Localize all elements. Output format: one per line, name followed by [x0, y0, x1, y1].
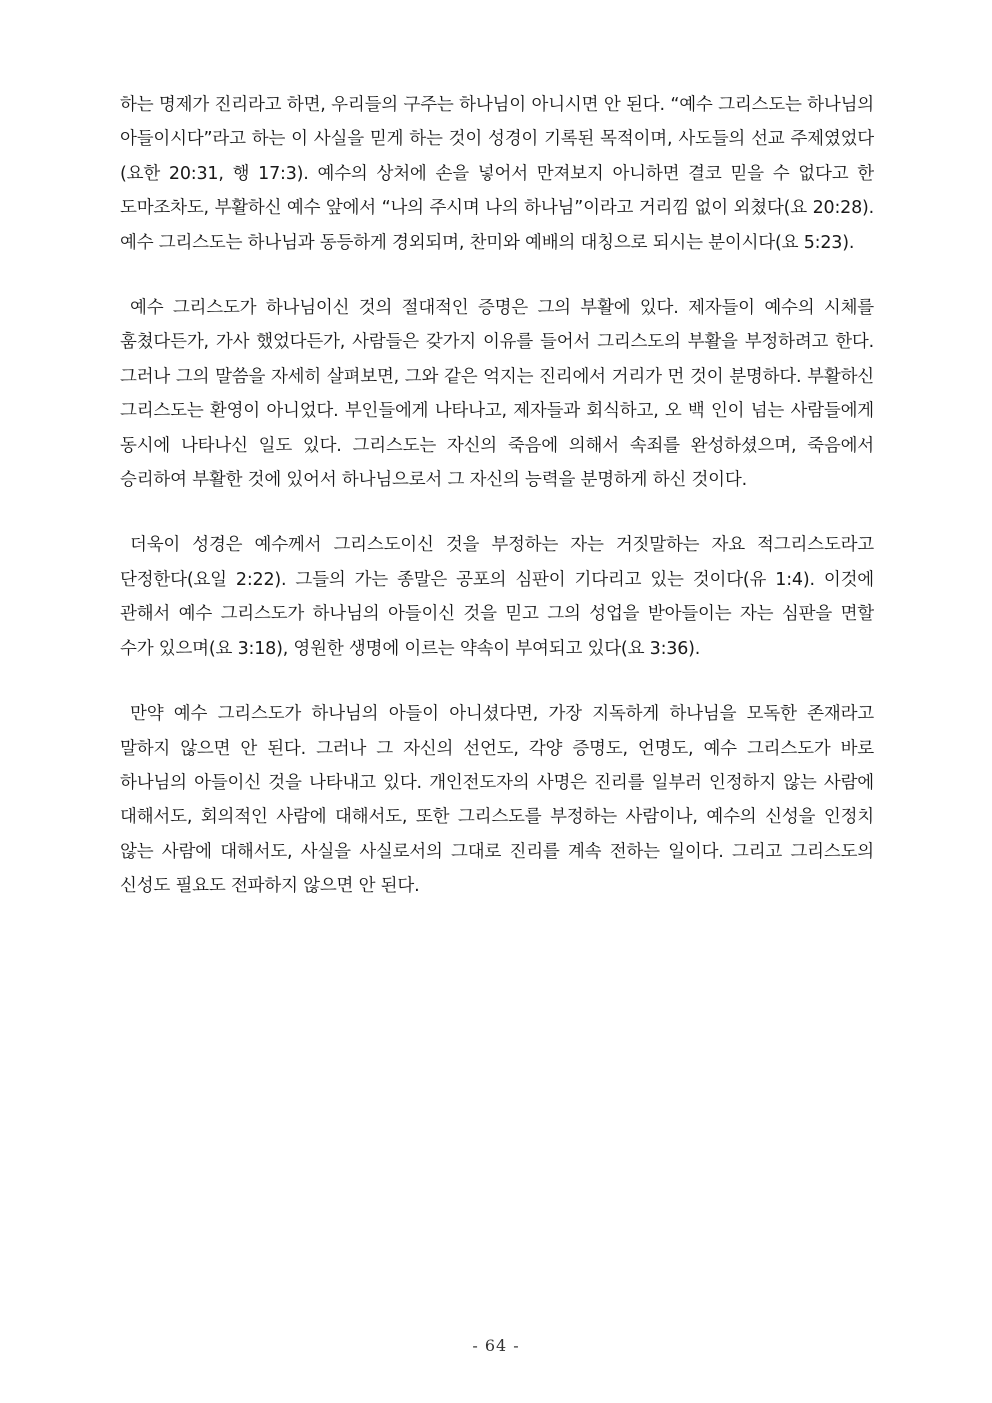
paragraph-2: 예수 그리스도가 하나님이신 것의 절대적인 증명은 그의 부활에 있다. 제자들이 예수의 시체를 훔쳤다든가, 가사 했었다든가, 사람들은 갖가지 이유를 들어서 그리스도의 부활을 부정하려고 한다. 그러나 그의 말씀을 자세히 살펴보면, 그와 같은 억지는 진리에서 거리가 먼 것이 분명하다. 부활하신 그리스도는 환영이 아니었다. 부인들에게 나타나고, 제자들과 회식하고, 오 백 인이 넘는 사람들에게 동시에 나타나신 일도 있다. 그리스도는 자신의 죽음에 의해서 속죄를 완성하셨으며, 죽음에서 승리하여 부활한 것에 있어서 하나님으로서 그 자신의 능력을 분명하게 하신 것이다. [120, 298, 874, 491]
paragraph-1: 하는 명제가 진리라고 하면, 우리들의 구주는 하나님이 아니시면 안 된다. “예수 그리스도는 하나님의 아들이시다”라고 하는 이 사실을 믿게 하는 것이 성경이 기록된 목적이며, 사도들의 선교 주제였었다(요한 20:31, 행 17:3). 예수의 상처에 손을 넣어서 만져보지 아니하면 결코 믿을 수 없다고 한 도마조차도, 부활하신 예수 앞에서 “나의 주시며 나의 하나님”이라고 거리낌 없이 외쳤다(요 20:28). 예수 그리스도는 하나님과 동등하게 경외되며, 찬미와 예배의 대칭으로 되시는 분이시다(요 5:23). [120, 95, 874, 253]
paragraph-4: 만약 예수 그리스도가 하나님의 아들이 아니셨다면, 가장 지독하게 하나님을 모독한 존재라고 말하지 않으면 안 된다. 그러나 그 자신의 선언도, 각양 증명도, 언명도, 예수 그리스도가 바로 하나님의 아들이신 것을 나타내고 있다. 개인전도자의 사명은 진리를 일부러 인정하지 않는 사람에 대해서도, 회의적인 사람에 대해서도, 또한 그리스도를 부정하는 사람이나, 예수의 신성을 인정치 않는 사람에 대해서도, 사실을 사실로서의 그대로 진리를 계속 전하는 일이다. 그리고 그리스도의 신성도 필요도 전파하지 않으면 안 된다. [120, 704, 874, 897]
paragraph-3: 더욱이 성경은 예수께서 그리스도이신 것을 부정하는 자는 거짓말하는 자요 적그리스도라고 단정한다(요일 2:22). 그들의 가는 종말은 공포의 심판이 기다리고 있는 것이다(유 1:4). 이것에 관해서 예수 그리스도가 하나님의 아들이신 것을 믿고 그의 성업을 받아들이는 자는 심판을 면할 수가 있으며(요 3:18), 영원한 생명에 이르는 약속이 부여되고 있다(요 3:36). [120, 535, 874, 659]
document-body [120, 88, 874, 935]
page-number: - 64 - [472, 1336, 520, 1355]
